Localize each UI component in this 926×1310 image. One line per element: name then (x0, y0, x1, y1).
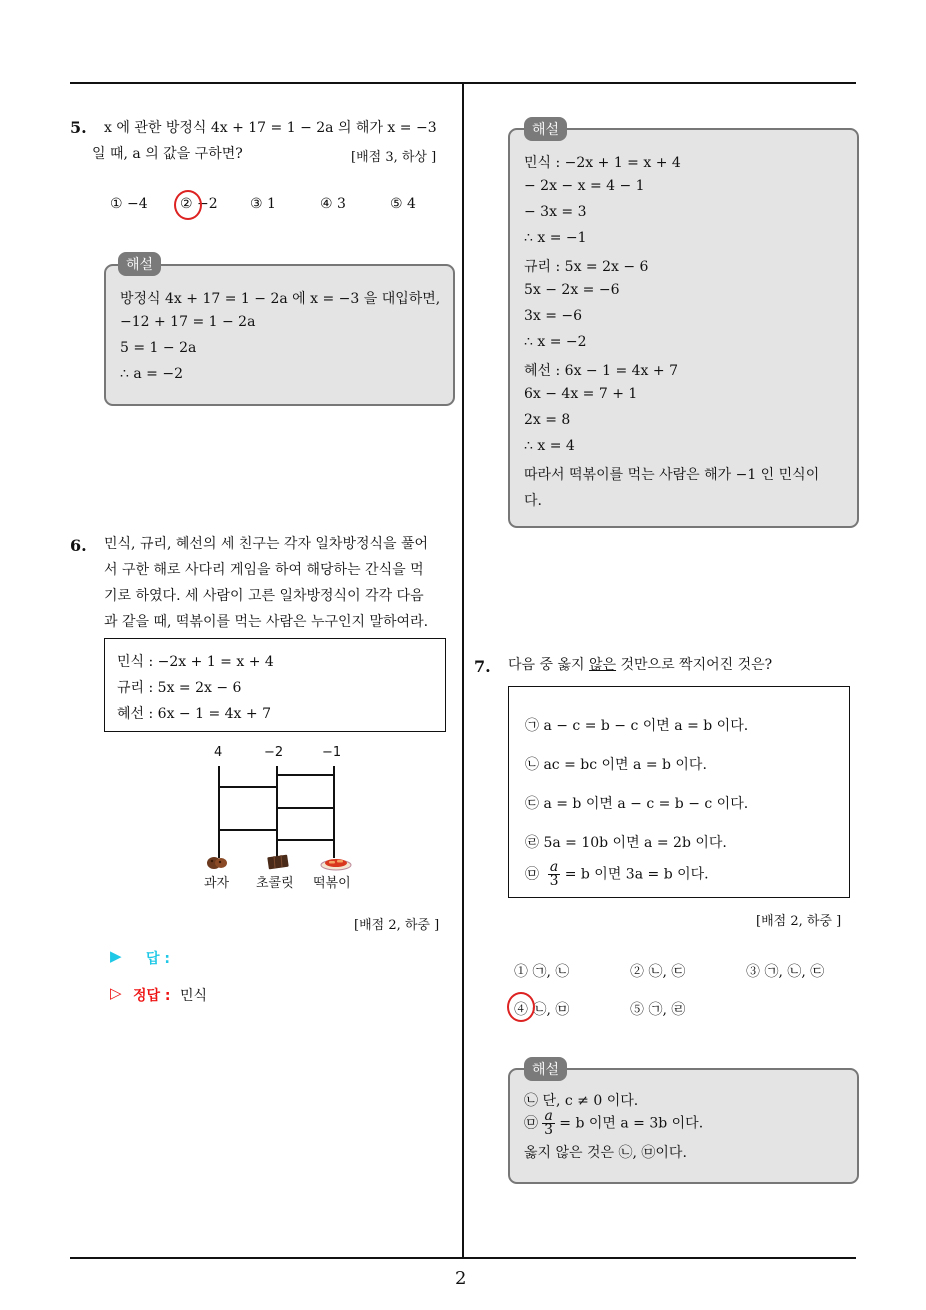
q5-choice-5[interactable]: ⑤ 4 (390, 196, 416, 212)
q6-eq-2: 규리 : 5x = 2x − 6 (117, 680, 242, 696)
q7-stmt-5 (525, 861, 709, 888)
q7-choice-5[interactable]: ⑤ ㉠, ㉣ (630, 1002, 686, 1018)
ladder-top-4: 4 (214, 745, 223, 760)
q7-stmt-2: ㉡ ac = bc 이면 a = b 이다. (525, 757, 707, 773)
q7-sol-2-text: = b 이면 a = 3b 이다. (559, 1115, 704, 1132)
q7-sol-2-fraction: $\frac{a}{3}$ (544, 1108, 554, 1138)
correct-arrow-icon: ▷ (110, 984, 122, 1002)
q6-number: 6. (70, 536, 87, 555)
q7-score: [배점 2, 하중 ] (756, 914, 842, 929)
answer-arrow-icon: ▶ (110, 947, 122, 965)
q7-text-before: 다음 중 옳지 (508, 657, 589, 673)
q7-choice-4[interactable]: ④ ㉡, ㉤ (514, 1002, 570, 1018)
q6-sol-14: 다. (524, 493, 542, 509)
q7-sol-2-prefix: ㉤ (524, 1115, 538, 1132)
q6-eq-3: 혜선 : 6x − 1 = 4x + 7 (117, 706, 271, 722)
q7-solution-box (508, 1068, 859, 1184)
q7-statement-box (508, 686, 850, 898)
q6-sol-12: ∴ x = 4 (524, 438, 575, 454)
q5-sol-line-1: 방정식 4x + 17 = 1 − 2a 에 x = −3 을 대입하면, (120, 291, 441, 307)
q7-stmt-5-text: = b 이면 3a = b 이다. (564, 866, 709, 883)
q6-solution-box (508, 128, 859, 528)
q5-score: [배점 3, 하상 ] (351, 150, 437, 165)
q6-line1: 민식, 규리, 혜선의 세 친구는 각자 일차방정식을 풀어 (104, 536, 429, 552)
q7-sol-3: 옳지 않은 것은 ㉡, ㉤이다. (524, 1145, 687, 1161)
q6-sol-4: ∴ x = −1 (524, 230, 587, 246)
ladder-bottom-snack1: 과자 (204, 876, 230, 891)
q6-sol-10: 6x − 4x = 7 + 1 (524, 386, 638, 402)
q7-stmt-1: ㉠ a − c = b − c 이면 a = b 이다. (525, 718, 749, 734)
snack-cookie-icon (206, 854, 228, 870)
ladder-diagram (200, 760, 370, 860)
q5-answer-mark (174, 190, 202, 220)
q5-choice-2[interactable]: ② −2 (180, 196, 218, 212)
page-number: 2 (455, 1268, 467, 1289)
q5-solution-tag: 해설 (118, 252, 161, 276)
q6-sol-3: − 3x = 3 (524, 204, 587, 220)
correct-value: 민식 (180, 988, 208, 1004)
q7-stmt-4: ㉣ 5a = 10b 이면 a = 2b 이다. (525, 835, 727, 851)
q6-sol-8: ∴ x = −2 (524, 334, 587, 350)
ladder-bottom-snack2: 초콜릿 (256, 876, 294, 891)
q6-sol-13: 따라서 떡볶이를 먹는 사람은 해가 −1 인 민식이 (524, 467, 820, 483)
q5-choice-4[interactable]: ④ 3 (320, 196, 346, 212)
q5-line2: 일 때, a 의 값을 구하면? (92, 146, 243, 162)
q6-line4: 과 같을 때, 떡볶이를 먹는 사람은 누구인지 말하여라. (104, 614, 429, 630)
q6-solution-tag: 해설 (524, 117, 567, 141)
q5-number: 5. (70, 118, 87, 137)
q5-sol-line-4: ∴ a = −2 (120, 366, 183, 382)
snack-tteokbokki-icon (320, 855, 352, 871)
q5-line1: x 에 관한 방정식 4x + 17 = 1 − 2a 의 해가 x = −3 (104, 120, 437, 136)
ladder-top-neg2: −2 (264, 745, 284, 760)
q6-eq-1: 민식 : −2x + 1 = x + 4 (117, 654, 274, 670)
q7-text-underlined: 않은 (588, 657, 617, 673)
q5-sol-line-3: 5 = 1 − 2a (120, 340, 197, 356)
q6-line2: 서 구한 해로 사다리 게임을 하여 해당하는 간식을 먹 (104, 562, 424, 578)
q7-choice-1[interactable]: ① ㉠, ㉡ (514, 964, 570, 980)
column-divider (462, 84, 464, 1257)
q7-answer-mark (507, 992, 535, 1022)
q7-stmt-5-prefix: ㉤ (525, 866, 539, 883)
q5-sol-line-2: −12 + 17 = 1 − 2a (120, 314, 256, 330)
q6-score: [배점 2, 하중 ] (354, 918, 440, 933)
q7-sol-2 (524, 1110, 703, 1137)
q7-solution-tag: 해설 (524, 1057, 567, 1081)
ladder-top-neg1: −1 (322, 745, 342, 760)
ladder-bottom-snack3: 떡볶이 (313, 876, 351, 891)
q7-text-after: 것만으로 짝지어진 것은? (616, 657, 773, 673)
q5-solution-box (104, 264, 455, 406)
q6-equation-box (104, 638, 446, 732)
q7-question (508, 652, 772, 678)
q7-stmt-3: ㉢ a = b 이면 a − c = b − c 이다. (525, 796, 749, 812)
snack-chocolate-icon (266, 853, 290, 871)
q6-line3: 기로 하였다. 세 사람이 고른 일차방정식이 각각 다음 (104, 588, 424, 604)
q6-sol-9: 혜선 : 6x − 1 = 4x + 7 (524, 363, 678, 379)
q7-number: 7. (474, 657, 491, 676)
q7-sol-1: ㉡ 단, c ≠ 0 이다. (524, 1093, 639, 1109)
correct-label: 정답 : (133, 988, 171, 1004)
q6-sol-5: 규리 : 5x = 2x − 6 (524, 259, 649, 275)
answer-label: 답 : (146, 951, 170, 967)
q5-choice-1[interactable]: ① −4 (110, 196, 148, 212)
q6-sol-7: 3x = −6 (524, 308, 583, 324)
q6-sol-2: − 2x − x = 4 − 1 (524, 178, 645, 194)
q7-choice-2[interactable]: ② ㉡, ㉢ (630, 964, 686, 980)
q6-sol-11: 2x = 8 (524, 412, 571, 428)
q6-sol-1: 민식 : −2x + 1 = x + 4 (524, 155, 681, 171)
bottom-rule (70, 1257, 856, 1259)
q7-choice-3[interactable]: ③ ㉠, ㉡, ㉢ (746, 964, 825, 980)
q5-choice-3[interactable]: ③ 1 (250, 196, 276, 212)
q6-sol-6: 5x − 2x = −6 (524, 282, 620, 298)
q7-stmt-5-fraction: $\frac{a}{3}$ (549, 859, 559, 889)
